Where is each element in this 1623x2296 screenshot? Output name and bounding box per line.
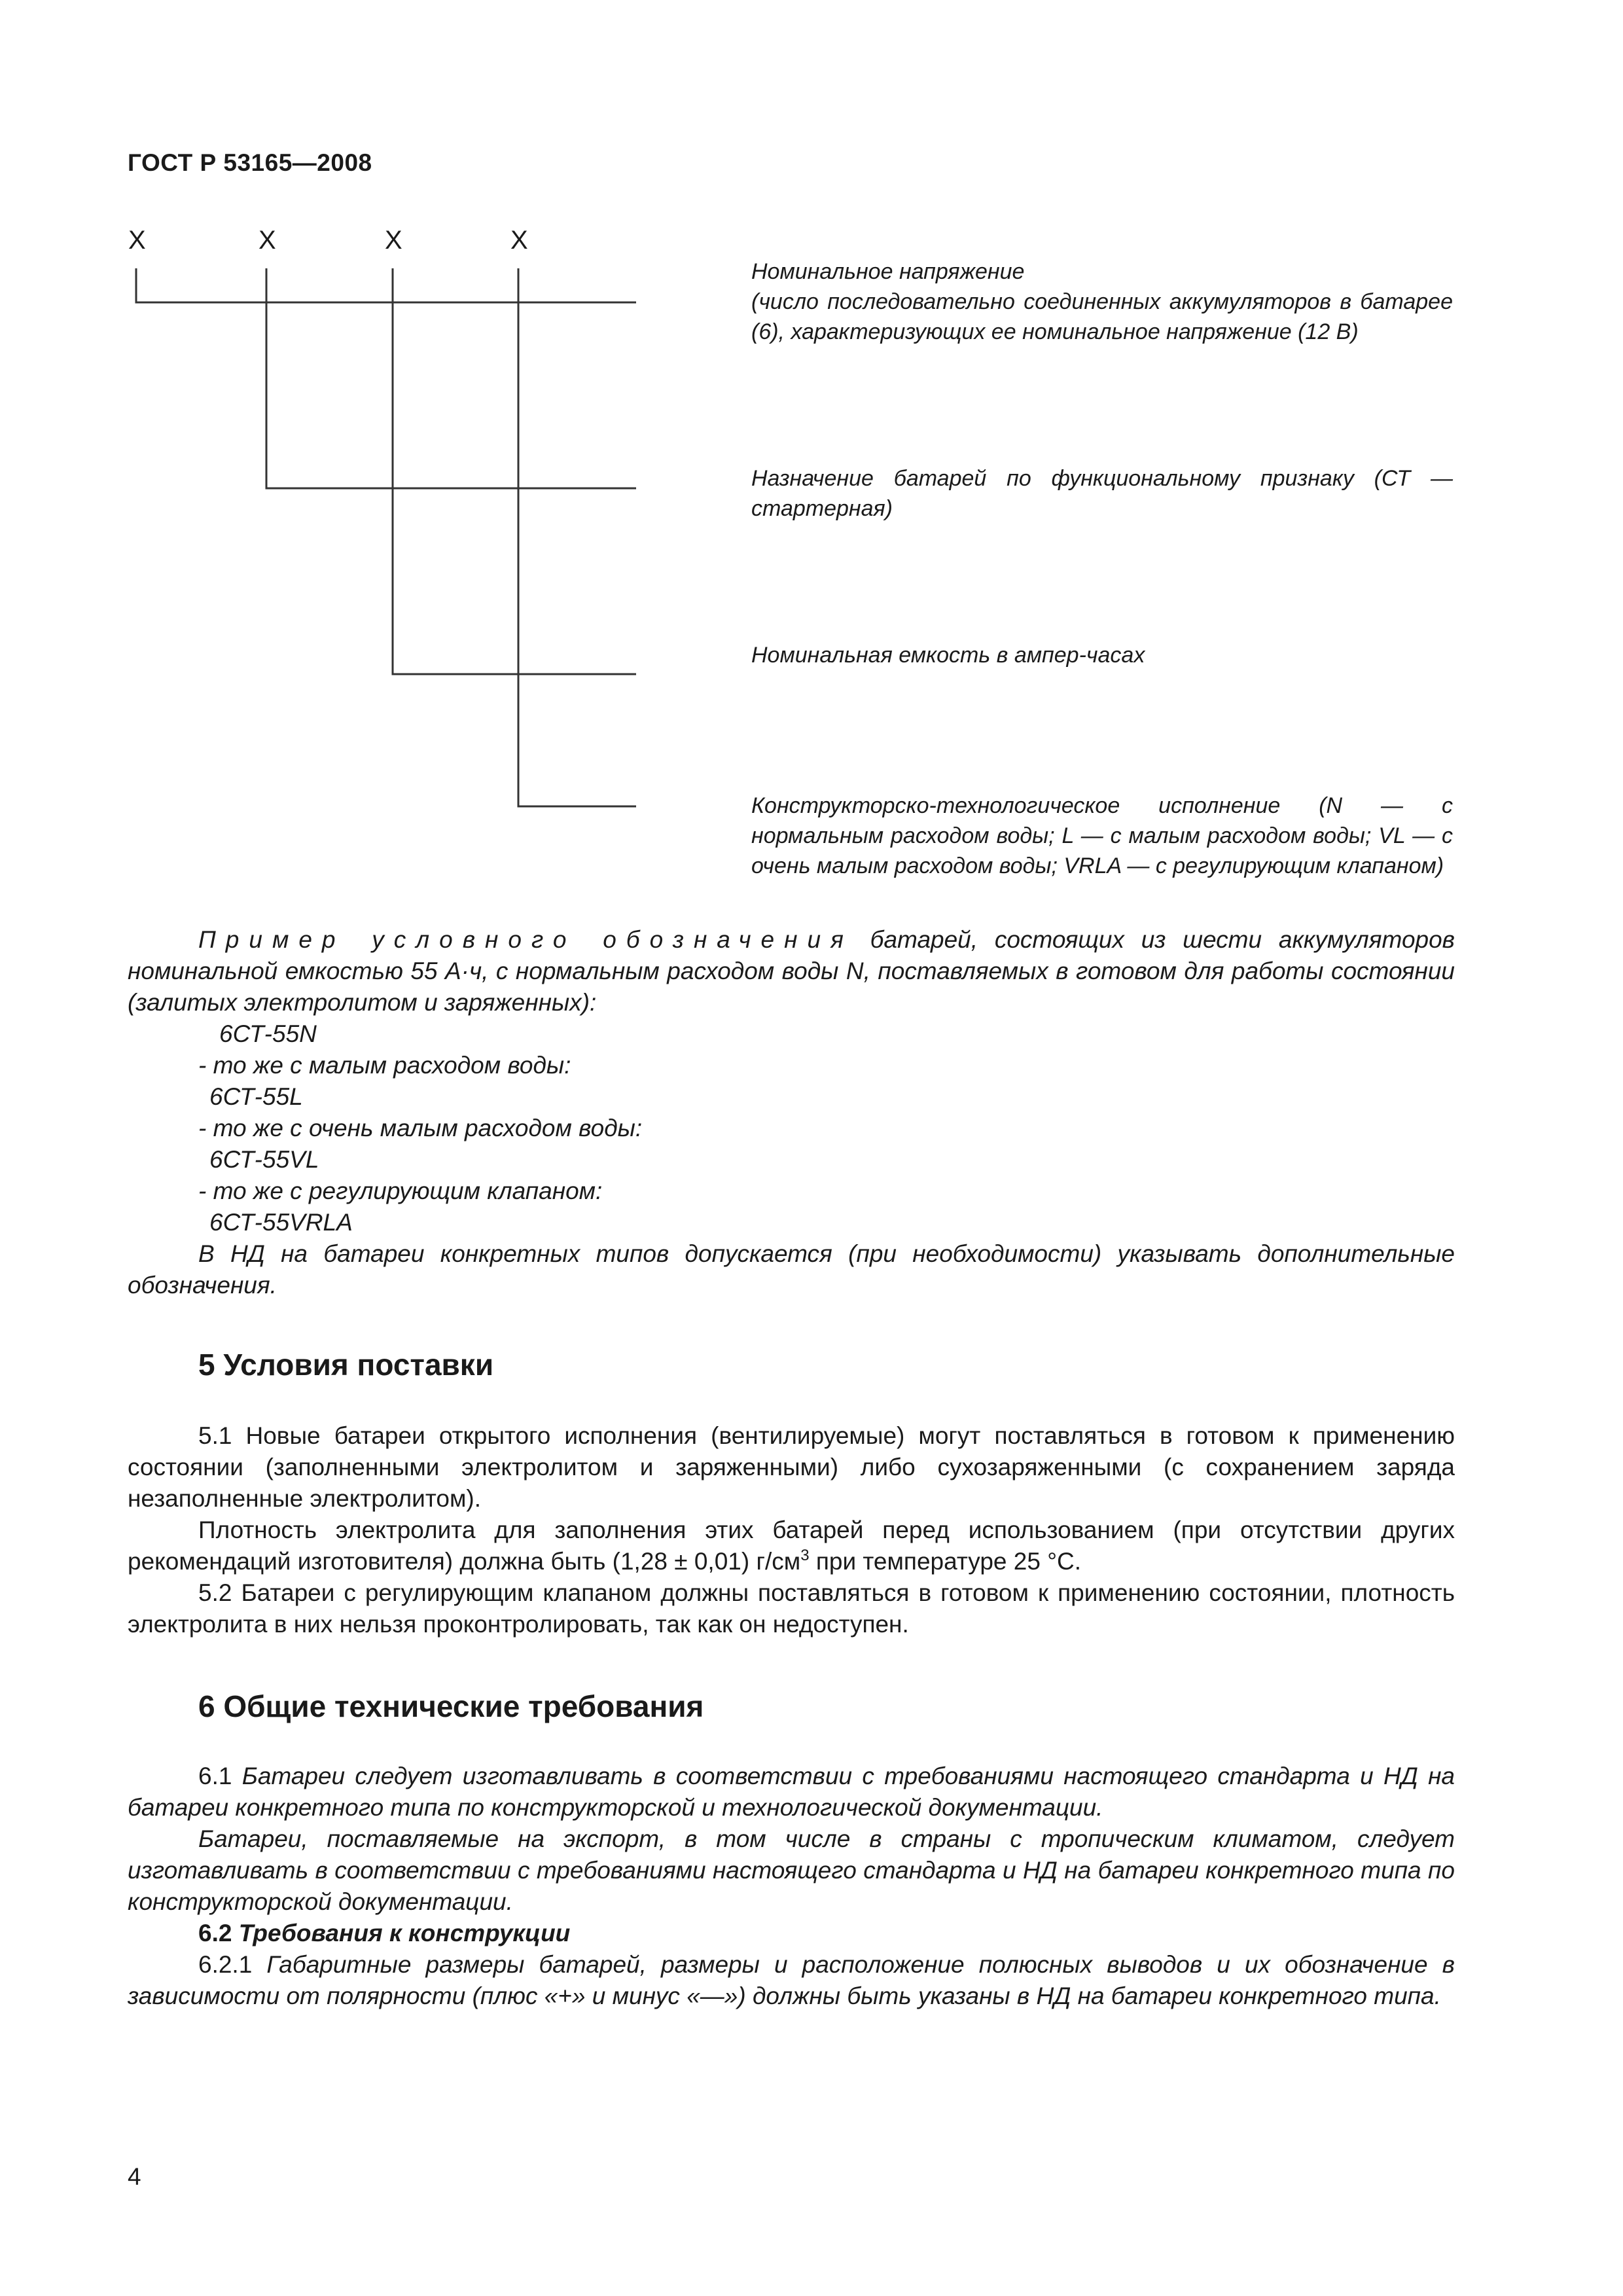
diagram-mark-1: Х <box>128 226 146 255</box>
section-6-p3 <box>128 1949 1455 2012</box>
section-5-p2-tail: при температуре 25 °С. <box>809 1548 1082 1575</box>
section-6-title: 6 Общие технические требования <box>198 1689 704 1723</box>
legend-design <box>751 791 1453 881</box>
example-line-2: - то же с малым расходом воды: <box>198 1052 571 1079</box>
example-line-4: - то же с регулирующим клапаном: <box>198 1177 603 1204</box>
example-block <box>128 924 1455 1301</box>
designation-diagram <box>0 0 1623 916</box>
legend-voltage-title: Номинальное напряжение <box>751 259 1025 284</box>
diagram-mark-4: Х <box>510 226 528 255</box>
section-6-subsection <box>128 1918 1455 1949</box>
section-5-p1: 5.1 Новые батареи открытого исполнения (вентилируемые) могут поставляться в готовом к применению состоянии (заполненными электролитом и заряженными) либо сухозаряженными (с сохранением заряда незаполненные электролитом). <box>128 1422 1455 1512</box>
example-lead-rest: батарей, состоящих из шести аккумуляторов номинальной емкостью 55 А·ч, с нормальным расходом воды N, поставляемых в готовом для работы состоянии (залитых электролитом и заряженных): <box>128 926 1455 1016</box>
legend-voltage-text: (число последовательно соединенных аккумуляторов в батарее (6), характеризующих ее номинальное напряжение (12 В) <box>751 289 1453 344</box>
section-6-p3-num: 6.2.1 <box>198 1951 267 1978</box>
example-code-4: 6СТ-55VRLA <box>209 1209 353 1236</box>
diagram-mark-3: Х <box>385 226 402 255</box>
diagram-mark-2: Х <box>259 226 276 255</box>
example-code-3: 6СТ-55VL <box>209 1146 319 1173</box>
example-code-1: 6СТ-55N <box>219 1020 317 1047</box>
legend-capacity-text: Номинальная емкость в ампер-часах <box>751 643 1145 668</box>
section-6-p3-text: Габаритные размеры батарей, размеры и расположение полюсных выводов и их обозначение в зависимости от полярности (плюс «+» и минус «—») должны быть указаны в НД на батареи конкретного типа. <box>128 1951 1455 2009</box>
legend-design-text: Конструкторско-технологическое исполнение (N — с нормальным расходом воды; L — с малым расходом воды; VL — с очень малым расходом воды; VRLA — с регулирующим клапаном) <box>751 793 1453 878</box>
example-intro <box>128 924 1455 1018</box>
section-6-body <box>128 1761 1455 2012</box>
legend-purpose-text: Назначение батарей по функциональному признаку (СТ — стартерная) <box>751 466 1453 521</box>
section-6-p1-num: 6.1 <box>198 1763 242 1789</box>
section-5-title: 5 Условия поставки <box>198 1348 494 1382</box>
legend-purpose <box>751 463 1453 524</box>
diagram-line-3 <box>393 268 636 674</box>
section-5-body <box>128 1420 1455 1640</box>
example-code-2: 6СТ-55L <box>209 1083 303 1110</box>
section-5-p2-sup: 3 <box>800 1547 810 1564</box>
example-line-3: - то же с очень малым расходом воды: <box>198 1115 643 1141</box>
page-number: 4 <box>128 2163 141 2190</box>
legend-voltage <box>751 257 1453 347</box>
example-lead: Пример условного обозначения <box>198 926 853 953</box>
section-5-p3: 5.2 Батареи с регулирующим клапаном должны поставляться в готовом к применению состоянии, плотность электролита в них нельзя проконтролировать, так как он недоступен. <box>128 1579 1455 1638</box>
section-5-p2-text: Плотность электролита для заполнения этих батарей перед использованием (при отсутствии других рекомендаций изготовителя) должна быть (1,28 ± 0,01) г/см <box>128 1516 1455 1575</box>
section-6-p1 <box>128 1761 1455 1823</box>
diagram-line-2 <box>266 268 636 488</box>
section-6-p1-text: Батареи следует изготавливать в соответствии с требованиями настоящего стандарта и НД на батареи конкретного типа по конструкторской и технологической документации. <box>128 1763 1455 1821</box>
example-note: В НД на батареи конкретных типов допускается (при необходимости) указывать дополнительные обозначения. <box>128 1240 1455 1299</box>
diagram-line-4 <box>518 268 636 806</box>
section-6-sub-num: 6.2 <box>198 1920 239 1946</box>
section-6-p2: Батареи, поставляемые на экспорт, в том числе в страны с тропическим климатом, следует изготавливать в соответствии с требованиями настоящего стандарта и НД на батареи конкретного типа по конструкторской документации. <box>128 1825 1455 1915</box>
diagram-line-1 <box>136 268 636 302</box>
legend-capacity <box>751 640 1453 670</box>
section-5-p2 <box>128 1515 1455 1577</box>
document-header: ГОСТ Р 53165—2008 <box>128 149 372 176</box>
section-6-sub-title: Требования к конструкции <box>238 1920 571 1946</box>
